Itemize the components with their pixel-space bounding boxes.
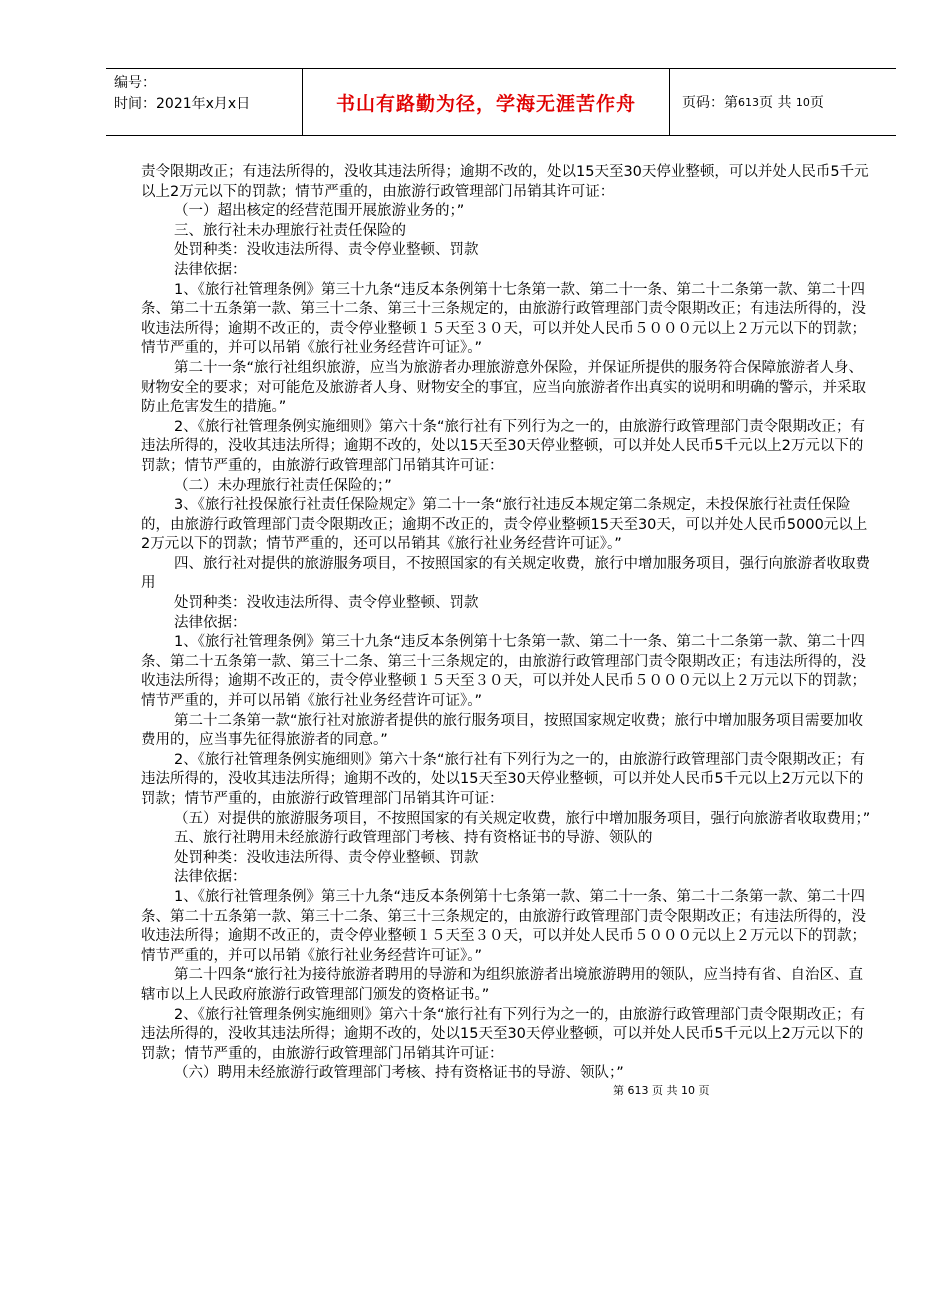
page-mid: 页 共: [759, 95, 792, 111]
body-paragraph: （二）未办理旅行社责任保险的；”: [174, 477, 392, 494]
body-paragraph: 四、旅行社对提供的旅游服务项目，不按照国家的有关规定收费，旅行中增加服务项目，强行向旅游者收取费用: [141, 555, 870, 592]
body-paragraph: 1、《旅行社管理条例》第三十九条“违反本条例第十七条第一款、第二十一条、第二十二条第一款、第二十四条、第二十五条第一款、第三十二条、第三十三条规定的，由旅游行政管理部门责令限期改正；有违法所得的，没收违法所得；逾期不改正的，责令停业整顿１５天至３０天，可以并处人民币５０００元以上２万元以下的罚款；情节严重的，并可以吊销《旅行社业务经营许可证》。”: [141, 634, 866, 710]
header-meta: [106, 69, 302, 135]
body-paragraph: 1、《旅行社管理条例》第三十九条“违反本条例第十七条第一款、第二十一条、第二十二条第一款、第二十四条、第二十五条第一款、第三十二条、第三十三条规定的，由旅游行政管理部门责令限期改正；有违法所得的，没收违法所得；逾期不改正的，责令停业整顿１５天至３０天，可以并处人民币５０００元以上２万元以下的罚款；情节严重的，并可以吊销《旅行社业务经营许可证》。”: [141, 888, 866, 964]
body-paragraph: 法律依据：: [174, 614, 247, 631]
body-paragraph: 2、《旅行社管理条例实施细则》第六十条“旅行社有下列行为之一的，由旅游行政管理部门责令限期改正；有违法所得的，没收其违法所得；逾期不改的，处以15天至30天停业整顿，可以并处人民币5千元以上2万元以下的罚款；情节严重的，由旅游行政管理部门吊销其许可证：: [141, 751, 865, 807]
document-number-label: 编号：: [114, 75, 156, 91]
body-paragraph: 法律依据：: [174, 261, 247, 278]
page-current: 613: [738, 95, 759, 109]
body-paragraph: 责令限期改正；有违法所得的，没收其违法所得；逾期不改的，处以15天至30天停业整顿，可以并处人民币5千元以上2万元以下的罚款；情节严重的，由旅游行政管理部门吊销其许可证：: [141, 164, 869, 200]
body-paragraph: （一）超出核定的经营范围开展旅游业务的；”: [174, 203, 465, 220]
page-total: 10: [795, 95, 810, 109]
body-paragraph: 2、《旅行社管理条例实施细则》第六十条“旅行社有下列行为之一的，由旅游行政管理部门责令限期改正；有违法所得的，没收其违法所得；逾期不改的，处以15天至30天停业整顿，可以并处人民币5千元以上2万元以下的罚款；情节严重的，由旅游行政管理部门吊销其许可证：: [141, 1006, 865, 1062]
body-paragraph: 第二十二条第一款“旅行社对旅游者提供的旅行服务项目，按照国家规定收费；旅行中增加服务项目需要加收费用的，应当事先征得旅游者的同意。”: [141, 712, 864, 749]
body-paragraph: （六）聘用未经旅游行政管理部门考核、持有资格证书的导游、领队；”: [174, 1065, 624, 1082]
body-paragraph: 五、旅行社聘用未经旅游行政管理部门考核、持有资格证书的导游、领队的: [174, 830, 653, 847]
body-paragraph: 2、《旅行社管理条例实施细则》第六十条“旅行社有下列行为之一的，由旅游行政管理部门责令限期改正；有违法所得的，没收其违法所得；逾期不改的，处以15天至30天停业整顿，可以并处人民币5千元以上2万元以下的罚款；情节严重的，由旅游行政管理部门吊销其许可证：: [141, 418, 865, 474]
body-paragraph: 3、《旅行社投保旅行社责任保险规定》第二十一条“旅行社违反本规定第二条规定，未投保旅行社责任保险的，由旅游行政管理部门责令限期改正；逾期不改正的，责令停业整顿15天至30天，可以并处人民币5000元以上2万元以下的罚款；情节严重的，还可以吊销其《旅行社业务经营许可证》。”: [141, 497, 868, 553]
body-paragraph: 1、《旅行社管理条例》第三十九条“违反本条例第十七条第一款、第二十一条、第二十二条第一款、第二十四条、第二十五条第一款、第三十二条、第三十三条规定的，由旅游行政管理部门责令限期改正；有违法所得的，没收违法所得；逾期不改正的，责令停业整顿１５天至３０天，可以并处人民币５０００元以上２万元以下的罚款；情节严重的，并可以吊销《旅行社业务经营许可证》。”: [141, 281, 866, 357]
page-footer: 第 613 页 共 10 页: [613, 1084, 710, 1097]
header-motto: 书山有路勤为径，学海无涯苦作舟: [302, 69, 670, 135]
document-body: [141, 163, 876, 1084]
body-paragraph: （五）对提供的旅游服务项目，不按照国家的有关规定收费，旅行中增加服务项目，强行向旅游者收取费用；”: [174, 810, 871, 827]
body-paragraph: 三、旅行社未办理旅行社责任保险的: [174, 222, 406, 239]
body-paragraph: 第二十四条“旅行社为接待旅游者聘用的导游和为组织旅游者出境旅游聘用的领队，应当持有省、自治区、直辖市以上人民政府旅游行政管理部门颁发的资格证书。”: [141, 967, 864, 1003]
body-paragraph: 处罚种类：没收违法所得、责令停业整顿、罚款: [174, 595, 479, 612]
page-prefix: 页码：第: [682, 95, 738, 111]
header-page-number: [670, 69, 896, 135]
body-paragraph: 第二十一条“旅行社组织旅游，应当为旅游者办理旅游意外保险，并保证所提供的服务符合保障旅游者人身、财物安全的要求；对可能危及旅游者人身、财物安全的事宜，应当向旅游者作出真实的说明和明确的警示，并采取防止危害发生的措施。”: [141, 359, 866, 416]
body-paragraph: 处罚种类：没收违法所得、责令停业整顿、罚款: [174, 242, 479, 259]
page-header: [106, 68, 896, 136]
body-paragraph: 法律依据：: [174, 869, 247, 886]
body-paragraph: 处罚种类：没收违法所得、责令停业整顿、罚款: [174, 849, 479, 866]
document-time-label: 时间：2021年x月x日: [114, 96, 251, 112]
page-suffix: 页: [809, 95, 824, 111]
